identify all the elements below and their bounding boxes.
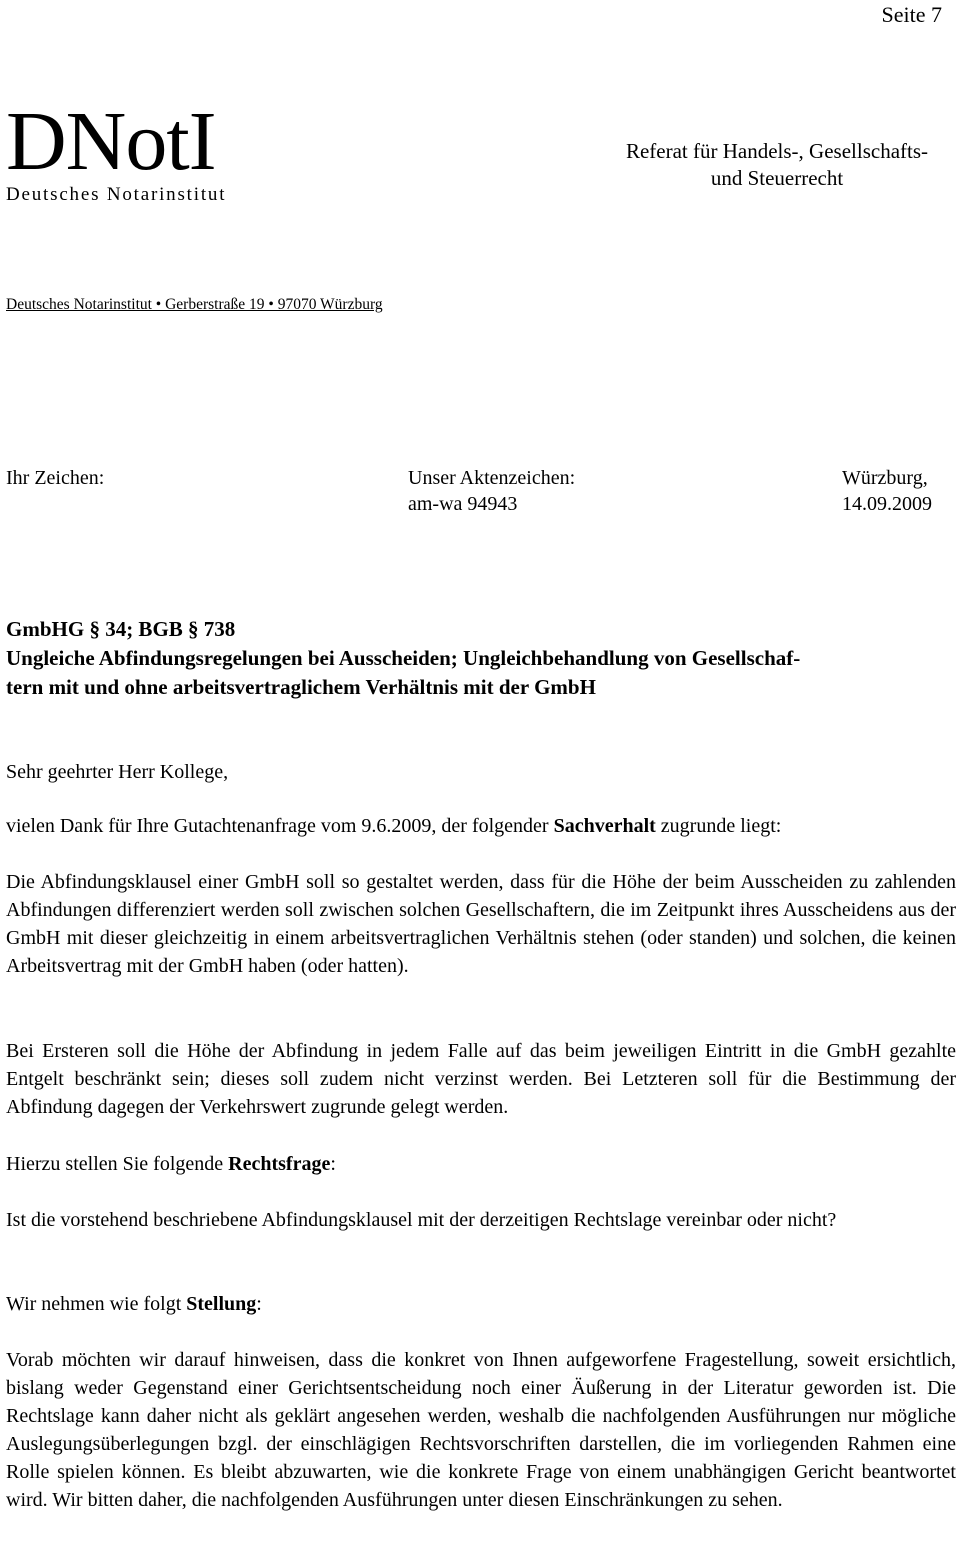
logo-main-text: DNotI bbox=[6, 95, 216, 188]
aktenzeichen-label: Unser Aktenzeichen: bbox=[408, 467, 576, 489]
subject-line-1 bbox=[6, 615, 954, 644]
aktenzeichen-value: am-wa 94943 bbox=[408, 493, 518, 515]
subject-ref-2: 738 bbox=[203, 617, 236, 641]
subject-line-3: tern mit und ohne arbeitsvertraglichem Verhältnis mit der GmbH bbox=[6, 675, 596, 699]
intro-paragraph bbox=[6, 812, 956, 840]
subject-gmbhg: GmbHG bbox=[6, 617, 85, 641]
section-symbol-1: § bbox=[89, 617, 100, 641]
rechtsfrage-intro bbox=[6, 1150, 956, 1178]
subject-line-2: Ungleiche Abfindungsregelungen bei Ausscheiden; Ungleichbehandlung von Gesellschaf- bbox=[6, 646, 801, 670]
subject-ref-1: 34; BGB bbox=[105, 617, 183, 641]
sachverhalt-paragraph: Die Abfindungsklausel einer GmbH soll so gestaltet werden, dass für die Höhe der beim Ausscheiden zu zahlenden Abfindungen differenziert werden soll zwischen solchen Gesellschaftern, die im Zeitpunkt ihres Ausscheidens aus der GmbH mit dieser gleichzeitig in einem arbeitsvertraglichen Verhältnis stehen (oder standen) und solchen, die keinen Arbeitsvertrag mit der GmbH haben (oder hatten). bbox=[6, 871, 956, 977]
dnoti-logo bbox=[6, 95, 227, 206]
logo-sub-text: Deutsches Notarinstitut bbox=[6, 184, 227, 205]
vorab-paragraph: Vorab möchten wir darauf hinweisen, dass die konkret von Ihnen aufgeworfene Fragestellung, soweit ersichtlich, bislang weder Gegenstand einer Gerichtsentscheidung noch einer Äußerung in der Literatur geworden ist. Die Rechtslage kann daher nicht als geklärt angesehen werden, weshalb die nachfolgenden Ausführungen nur mögliche Auslegungsüberlegungen bzgl. der einschlägigen Rechtsvorschriften darstellen, die im vorliegenden Rahmen eine Rolle spielen können. Es bleibt abzuwarten, wie die konkrete Frage von einem unabhängigen Gericht beantwortet wird. Wir bitten daher, die nachfolgenden Ausführungen unter diesen Einschränkungen zu sehen. bbox=[6, 1349, 956, 1511]
stellung-intro bbox=[6, 1290, 956, 1318]
stellung-tail: : bbox=[256, 1293, 262, 1315]
salutation: Sehr geehrter Herr Kollege, bbox=[6, 761, 229, 783]
ihr-zeichen-label: Ihr Zeichen: bbox=[6, 467, 105, 489]
rechtsfrage-text: Hierzu stellen Sie folgende bbox=[6, 1153, 229, 1175]
rechtsfrage-bold: Rechtsfrage bbox=[228, 1153, 331, 1175]
stellung-bold: Stellung bbox=[186, 1293, 257, 1315]
question-paragraph: Ist die vorstehend beschriebene Abfindungsklausel mit der derzeitigen Rechtslage vereinbar oder nicht? bbox=[6, 1209, 837, 1231]
place: Würzburg, bbox=[842, 467, 928, 489]
subject-title bbox=[6, 615, 954, 702]
date: 14.09.2009 bbox=[842, 493, 932, 515]
intro-bold-sachverhalt: Sachverhalt bbox=[553, 815, 656, 837]
sender-address-line: Deutsches Notarinstitut • Gerberstraße 19 • 97070 Würzburg bbox=[6, 296, 383, 313]
rechtsfrage-tail: : bbox=[330, 1153, 336, 1175]
intro-tail: zugrunde liegt: bbox=[655, 815, 782, 837]
stellung-text: Wir nehmen wie folgt bbox=[6, 1293, 187, 1315]
ersteren-paragraph: Bei Ersteren soll die Höhe der Abfindung in jedem Falle auf das beim jeweiligen Eintritt in die GmbH gezahlte Entgelt beschränkt sein; dieses soll zudem nicht verzinst werden. Bei Letzteren soll für die Bestimmung der Abfindung dagegen der Verkehrswert zugrunde gelegt werden. bbox=[6, 1040, 956, 1118]
referat-line-2: und Steuerrecht bbox=[710, 166, 844, 190]
referat-heading bbox=[612, 138, 942, 192]
page-number: Seite 7 bbox=[881, 2, 942, 27]
intro-text: vielen Dank für Ihre Gutachtenanfrage vom 9.6.2009, der folgender bbox=[6, 815, 554, 837]
place-date-block bbox=[842, 465, 952, 517]
referat-line-1: Referat für Handels-, Gesellschafts- bbox=[625, 139, 929, 163]
section-symbol-2: § bbox=[188, 617, 199, 641]
aktenzeichen-block bbox=[408, 465, 575, 517]
